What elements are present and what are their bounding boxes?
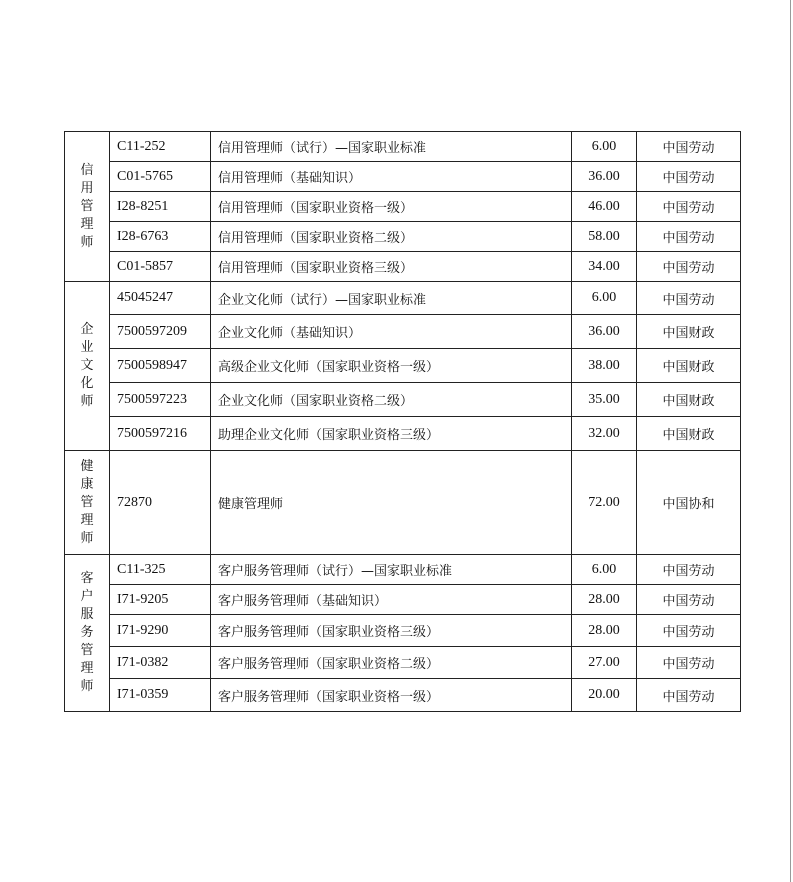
table-row: [65, 252, 741, 282]
book-publisher: 中国劳动: [637, 615, 741, 647]
book-title: 信用管理师（国家职业资格一级）: [211, 192, 572, 222]
book-price: 20.00: [572, 679, 637, 712]
book-publisher: 中国财政: [637, 349, 741, 383]
book-publisher: 中国劳动: [637, 679, 741, 712]
table-row: [65, 679, 741, 712]
book-publisher: 中国劳动: [637, 132, 741, 162]
book-publisher: 中国劳动: [637, 282, 741, 315]
book-title: 企业文化师（基础知识）: [211, 315, 572, 349]
table-row: [65, 315, 741, 349]
page-edge-line: [790, 0, 791, 882]
book-title: 信用管理师（试行）—国家职业标准: [211, 132, 572, 162]
table-row: [65, 282, 741, 315]
book-code: C11-325: [110, 555, 211, 585]
category-cell: 客户服务管理师: [65, 555, 110, 712]
table-row: [65, 132, 741, 162]
book-code: I28-6763: [110, 222, 211, 252]
book-publisher: 中国劳动: [637, 585, 741, 615]
book-price: 6.00: [572, 555, 637, 585]
book-price: 35.00: [572, 383, 637, 417]
book-publisher: 中国劳动: [637, 192, 741, 222]
book-code: I71-0359: [110, 679, 211, 712]
book-price: 46.00: [572, 192, 637, 222]
book-price: 34.00: [572, 252, 637, 282]
book-title: 客户服务管理师（试行）—国家职业标准: [211, 555, 572, 585]
book-code: C01-5765: [110, 162, 211, 192]
book-publisher: 中国劳动: [637, 555, 741, 585]
book-code: I71-9205: [110, 585, 211, 615]
book-code: 7500598947: [110, 349, 211, 383]
table-row: [65, 222, 741, 252]
book-price: 72.00: [572, 451, 637, 555]
table-row: [65, 555, 741, 585]
book-publisher: 中国劳动: [637, 647, 741, 679]
book-code: 7500597209: [110, 315, 211, 349]
book-publisher: 中国财政: [637, 383, 741, 417]
book-price: 36.00: [572, 315, 637, 349]
book-title: 企业文化师（国家职业资格二级）: [211, 383, 572, 417]
book-code: 7500597223: [110, 383, 211, 417]
book-publisher: 中国劳动: [637, 252, 741, 282]
book-publisher: 中国财政: [637, 315, 741, 349]
book-code: C01-5857: [110, 252, 211, 282]
book-title: 信用管理师（国家职业资格二级）: [211, 222, 572, 252]
book-list-table: [64, 131, 741, 712]
book-title: 助理企业文化师（国家职业资格三级）: [211, 417, 572, 451]
book-code: I28-8251: [110, 192, 211, 222]
book-price: 32.00: [572, 417, 637, 451]
book-price: 27.00: [572, 647, 637, 679]
table-row: [65, 349, 741, 383]
book-price: 38.00: [572, 349, 637, 383]
book-code: 7500597216: [110, 417, 211, 451]
category-cell: 企业文化师: [65, 282, 110, 451]
book-code: 72870: [110, 451, 211, 555]
book-publisher: 中国协和: [637, 451, 741, 555]
book-title: 客户服务管理师（国家职业资格三级）: [211, 615, 572, 647]
book-price: 28.00: [572, 615, 637, 647]
table-row: [65, 585, 741, 615]
book-price: 36.00: [572, 162, 637, 192]
book-title: 健康管理师: [211, 451, 572, 555]
book-title: 信用管理师（国家职业资格三级）: [211, 252, 572, 282]
book-publisher: 中国财政: [637, 417, 741, 451]
table-row: [65, 615, 741, 647]
book-title: 企业文化师（试行）—国家职业标准: [211, 282, 572, 315]
table-row: [65, 192, 741, 222]
book-publisher: 中国劳动: [637, 222, 741, 252]
book-publisher: 中国劳动: [637, 162, 741, 192]
book-title: 客户服务管理师（国家职业资格二级）: [211, 647, 572, 679]
book-title: 客户服务管理师（国家职业资格一级）: [211, 679, 572, 712]
book-code: 45045247: [110, 282, 211, 315]
table-row: [65, 647, 741, 679]
book-code: I71-0382: [110, 647, 211, 679]
category-cell: 信用管理师: [65, 132, 110, 282]
table-row: [65, 417, 741, 451]
book-title: 信用管理师（基础知识）: [211, 162, 572, 192]
book-price: 6.00: [572, 282, 637, 315]
book-price: 58.00: [572, 222, 637, 252]
book-title: 客户服务管理师（基础知识）: [211, 585, 572, 615]
book-price: 28.00: [572, 585, 637, 615]
table-row: [65, 451, 741, 555]
category-cell: 健康管理师: [65, 451, 110, 555]
table-row: [65, 383, 741, 417]
book-code: I71-9290: [110, 615, 211, 647]
book-title: 高级企业文化师（国家职业资格一级）: [211, 349, 572, 383]
book-price: 6.00: [572, 132, 637, 162]
table-row: [65, 162, 741, 192]
book-code: C11-252: [110, 132, 211, 162]
